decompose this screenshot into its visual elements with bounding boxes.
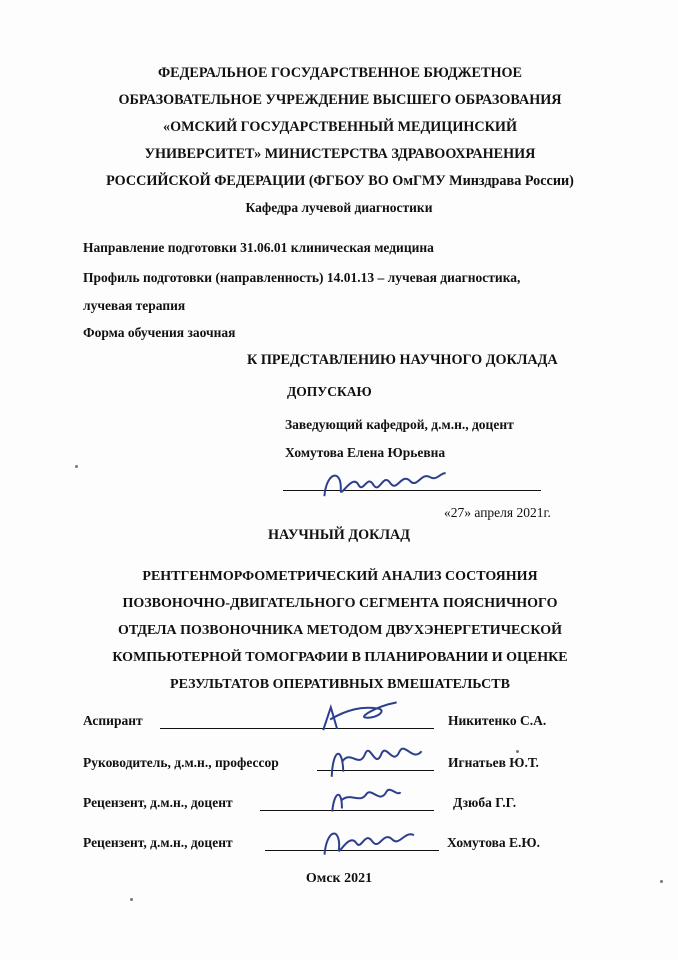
topic-line: РЕНТГЕНМОРФОМЕТРИЧЕСКИЙ АНАЛИЗ СОСТОЯНИЯ: [142, 569, 538, 584]
approver-position: Заведующий кафедрой, д.м.н., доцент: [285, 417, 514, 432]
approval-date: «27» апреля 2021г.: [444, 505, 551, 520]
scan-speck: [75, 465, 78, 468]
scan-speck: [660, 880, 663, 883]
topic-line: КОМПЬЮТЕРНОЙ ТОМОГРАФИИ В ПЛАНИРОВАНИИ И ОЦЕНКЕ: [112, 650, 568, 665]
topic-line: ПОЗВОНОЧНО-ДВИГАТЕЛЬНОГО СЕГМЕНТА ПОЯСНИЧНОГО: [122, 596, 558, 611]
institution-header: [60, 60, 620, 195]
signatory-name: Игнатьев Ю.Т.: [448, 755, 539, 770]
signature-aspirant: [316, 695, 409, 738]
signature-reviewer-2: [316, 813, 420, 863]
signatory-role: Аспирант: [83, 713, 143, 728]
signatory-name: Хомутова Е.Ю.: [447, 835, 541, 850]
program-direction: Направление подготовки 31.06.01 клиническая медицина: [83, 240, 434, 255]
program-profile: Профиль подготовки (направленность) 14.01.13 – лучевая диагностика,: [83, 270, 521, 285]
approval-word: ДОПУСКАЮ: [287, 384, 372, 399]
document-type: НАУЧНЫЙ ДОКЛАД: [267, 527, 411, 543]
signatory-name: Дзюба Г.Г.: [453, 795, 517, 810]
signatory-role: Рецензент, д.м.н., доцент: [83, 795, 233, 810]
approver-name: Хомутова Елена Юрьевна: [285, 445, 446, 460]
scan-speck: [516, 750, 519, 753]
program-profile-cont: лучевая терапия: [83, 298, 186, 313]
header-line: УНИВЕРСИТЕТ» МИНИСТЕРСТВА ЗДРАВООХРАНЕНИЯ: [144, 146, 536, 162]
city-year: Омск 2021: [305, 871, 373, 886]
header-line: «ОМСКИЙ ГОСУДАРСТВЕННЫЙ МЕДИЦИНСКИЙ: [162, 119, 517, 135]
signatory-name: Никитенко С.А.: [448, 713, 547, 728]
header-line: ФЕДЕРАЛЬНОЕ ГОСУДАРСТВЕННОЕ БЮДЖЕТНОЕ: [157, 65, 523, 81]
approval-title: К ПРЕДСТАВЛЕНИЮ НАУЧНОГО ДОКЛАДА: [247, 352, 558, 368]
header-line: ОБРАЗОВАТЕЛЬНОЕ УЧРЕЖДЕНИЕ ВЫСШЕГО ОБРАЗОВАНИЯ: [118, 92, 562, 108]
signatory-role: Рецензент, д.м.н., доцент: [83, 835, 233, 850]
study-form: Форма обучения заочная: [83, 325, 236, 340]
header-line: РОССИЙСКОЙ ФЕДЕРАЦИИ (ФГБОУ ВО ОмГМУ Минздрава России): [106, 173, 574, 189]
signature-reviewer-1: [323, 776, 406, 820]
topic-line: РЕЗУЛЬТАТОВ ОПЕРАТИВНЫХ ВМЕШАТЕЛЬСТВ: [170, 677, 510, 692]
topic-line: ОТДЕЛА ПОЗВОНОЧНИКА МЕТОДОМ ДВУХЭНЕРГЕТИЧЕСКОЙ: [117, 623, 563, 638]
signature-supervisor: [320, 732, 434, 783]
department-name: Кафедра лучевой диагностики: [245, 200, 433, 215]
approval-signature: [316, 453, 449, 506]
report-topic: [55, 563, 625, 698]
scan-speck: [130, 898, 133, 901]
signatory-role: Руководитель, д.м.н., профессор: [83, 755, 279, 770]
